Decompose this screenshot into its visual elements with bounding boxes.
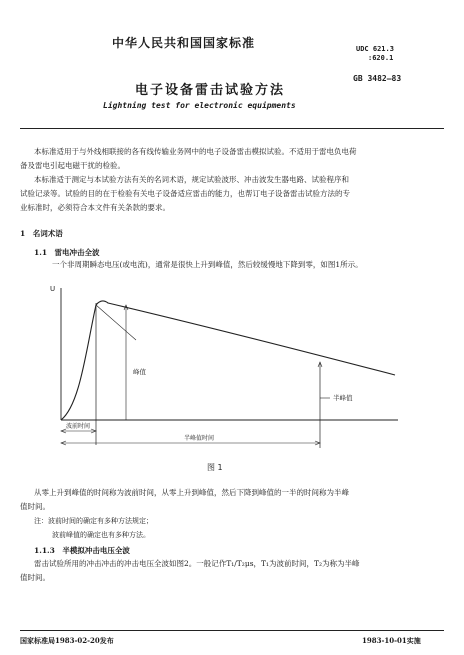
peak-tangent-line [96, 305, 136, 340]
intro-paragraph-2-line-2: 试验记录等。试验的目的在于检验有关电子设备适应雷击的能力，也帮订电子设备雷击试验方法的专 [20, 189, 350, 198]
section-1-heading: 1 名词术语 [20, 229, 63, 238]
half-time-label: 半峰值时间 [184, 435, 215, 442]
udc-line-1: UDC 621.3 [356, 45, 394, 53]
note-line-1: 注：波前时间的确定有多种方法规定； [34, 517, 153, 525]
section-1-1-3-line-1: 雷击试验所用的冲击冲击的冲击电压全波如图2。一般记作T₁/T₂μs，T₁为波前时间，T₂为称为半峰 [34, 559, 360, 568]
note-line-2: 波前峰值的确定也有多种方法。 [52, 531, 150, 539]
intro-paragraph-2-line-3: 业标准时，必须符合本文件有关条款的要求。 [20, 203, 170, 212]
section-1-1-heading: 1.1 雷电冲击全波 [34, 248, 100, 257]
standard-name: 中华人民共和国国家标准 [112, 36, 256, 50]
intro-paragraph-1-line-2: 备及雷电引起电磁干扰的检验。 [20, 161, 125, 170]
footer-divider [20, 630, 444, 631]
half-peak-label: 半峰值 [333, 394, 353, 402]
effective-date: 1983-10-01实施 [362, 636, 421, 645]
front-time-label: 波前时间 [66, 423, 91, 430]
section-1-1-3-line-2: 值时间。 [20, 573, 50, 582]
gb-number: GB 3482—83 [353, 74, 402, 83]
y-axis-label: U [50, 285, 56, 293]
issued-date: 国家标准局1983-02-20发布 [20, 636, 114, 645]
figure-caption: 图 1 [207, 463, 223, 472]
english-title: Lightning test for electronic equipments [103, 101, 296, 110]
udc-line-2: :620.1 [368, 54, 394, 62]
section-1-1-3-heading: 1.1.3 半模拟冲击电压全波 [34, 546, 130, 555]
section-1-1-text: 一个非周期瞬态电压(或电流)，通常是很快上升到峰值，然后较缓慢地下降到零，如图1所示。 [52, 260, 363, 269]
intro-paragraph-2-line-1: 本标准适于测定与本试验方法有关的名词术语，规定试验波形、冲击波发生器电路、试验程序和 [34, 175, 349, 184]
impulse-waveform [61, 301, 395, 420]
peak-label: 峰值 [133, 368, 146, 376]
after-figure-line-1: 从零上升到峰值的时间称为波前时间，从零上升到峰值，然后下降到峰值的一半的时间称为半峰 [34, 488, 349, 497]
intro-paragraph-1-line-1: 本标准适用于与外线相联接的各有线传输业务网中的电子设备雷击模拟试验。不适用于雷电负电荷 [34, 147, 357, 156]
after-figure-line-2: 值时间。 [20, 502, 50, 511]
document-title: 电子设备雷击试验方法 [135, 83, 286, 98]
